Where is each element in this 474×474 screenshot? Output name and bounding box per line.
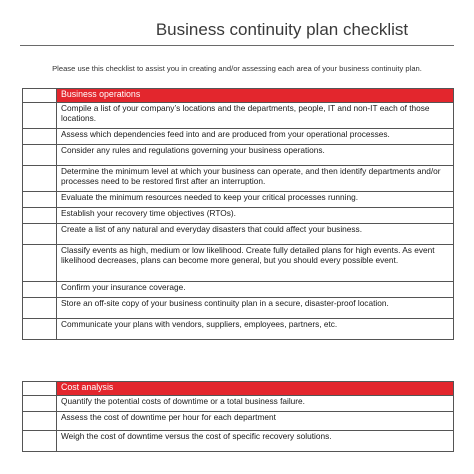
- checkbox[interactable]: [23, 224, 57, 245]
- checklist-item: Evaluate the minimum resources needed to keep your critical processes running.: [57, 192, 454, 208]
- checklist-row: [23, 192, 454, 208]
- checkbox[interactable]: [23, 245, 57, 282]
- checklist-item: Establish your recovery time objectives (RTOs).: [57, 208, 454, 224]
- cost-analysis-table: [22, 381, 454, 452]
- section-heading: Cost analysis: [57, 382, 454, 396]
- checklist-row: [23, 208, 454, 224]
- checklist-item: Create a list of any natural and everyday disasters that could affect your business.: [57, 224, 454, 245]
- checkbox[interactable]: [23, 431, 57, 452]
- checklist-row: [23, 103, 454, 129]
- checkbox[interactable]: [23, 166, 57, 192]
- checkbox[interactable]: [23, 298, 57, 319]
- checkbox[interactable]: [23, 396, 57, 412]
- intro-text: Please use this checklist to assist you in creating and/or assessing each area of your business continuity plan.: [52, 64, 422, 73]
- header-blank-cell: [23, 89, 57, 103]
- checkbox[interactable]: [23, 129, 57, 145]
- document-title: Business continuity plan checklist: [155, 20, 409, 39]
- header-blank-cell: [23, 382, 57, 396]
- checklist-item: Compile a list of your company’s locations and the departments, people, IT and non-IT each of those locations.: [57, 103, 454, 129]
- checklist-item: Confirm your insurance coverage.: [57, 282, 454, 298]
- section-header-row: [23, 89, 454, 103]
- checkbox[interactable]: [23, 103, 57, 129]
- checklist-row: [23, 129, 454, 145]
- checklist-item: Assess which dependencies feed into and are produced from your operational processes.: [57, 129, 454, 145]
- checklist-row: [23, 145, 454, 166]
- checklist-item: Determine the minimum level at which your business can operate, and then identify departments and/or processes need to be restored first after an interruption.: [57, 166, 454, 192]
- checklist-row: [23, 396, 454, 412]
- title-divider: [20, 45, 454, 46]
- checklist-row: [23, 282, 454, 298]
- business-operations-table: [22, 88, 454, 340]
- checklist-item: Weigh the cost of downtime versus the cost of specific recovery solutions.: [57, 431, 454, 452]
- checklist-row: [23, 245, 454, 282]
- checklist-item: Store an off-site copy of your business continuity plan in a secure, disaster-proof location.: [57, 298, 454, 319]
- checkbox[interactable]: [23, 192, 57, 208]
- checkbox[interactable]: [23, 208, 57, 224]
- checklist-item: Quantify the potential costs of downtime or a total business failure.: [57, 396, 454, 412]
- checklist-item: Communicate your plans with vendors, suppliers, employees, partners, etc.: [57, 319, 454, 340]
- section-header-row: [23, 382, 454, 396]
- checklist-row: [23, 412, 454, 431]
- checkbox[interactable]: [23, 412, 57, 431]
- checklist-row: [23, 224, 454, 245]
- checklist-item: Assess the cost of downtime per hour for each department: [57, 412, 454, 431]
- checklist-item: Classify events as high, medium or low likelihood. Create fully detailed plans for high events. As event likelihood decreases, plans can become more general, but you should every possible event.: [57, 245, 454, 282]
- checklist-row: [23, 166, 454, 192]
- checklist-item: Consider any rules and regulations governing your business operations.: [57, 145, 454, 166]
- checklist-row: [23, 298, 454, 319]
- checkbox[interactable]: [23, 319, 57, 340]
- checklist-row: [23, 431, 454, 452]
- checkbox[interactable]: [23, 282, 57, 298]
- checklist-row: [23, 319, 454, 340]
- checkbox[interactable]: [23, 145, 57, 166]
- section-heading: Business operations: [57, 89, 454, 103]
